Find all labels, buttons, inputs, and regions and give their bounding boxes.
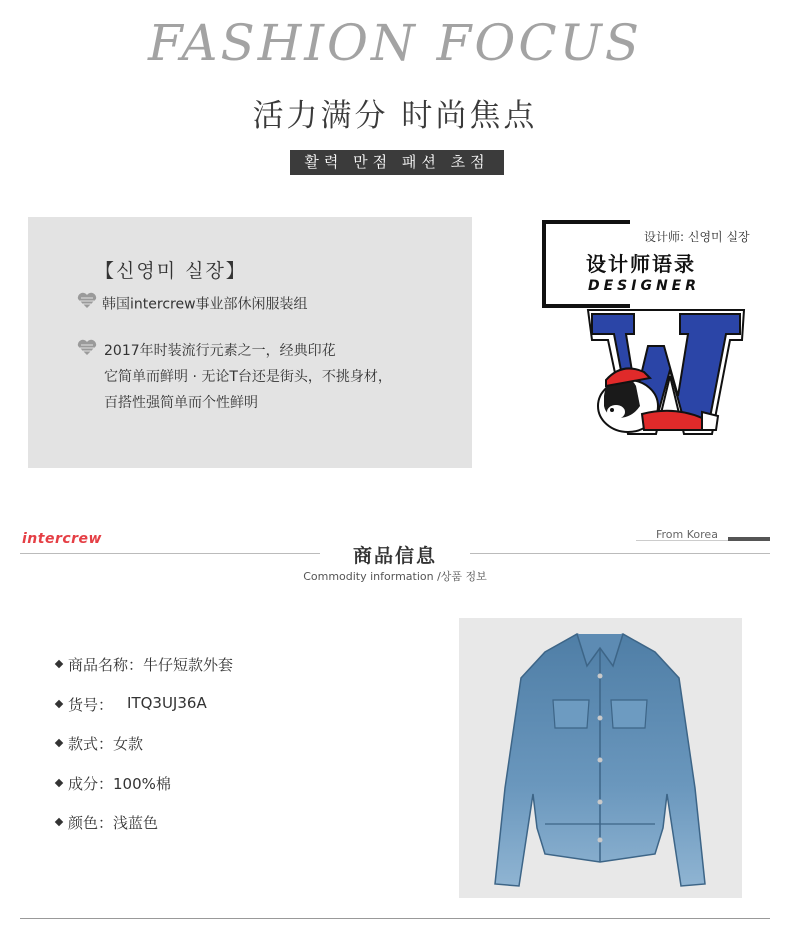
product-specs: [54, 654, 233, 852]
spec-label: 商品名称：: [68, 656, 144, 674]
section-title: 商品信息: [352, 545, 437, 567]
profile-line: 它简单而鲜明 · 无论T台还是街头，不挑身材，: [104, 369, 392, 385]
designer-caption: 设计师: 신영미 실장: [644, 230, 750, 244]
product-image[interactable]: [459, 618, 742, 898]
bottom-divider: [20, 918, 770, 919]
profile-line: 2017年时装流行元素之一，经典印花: [104, 343, 336, 359]
spec-value: ITQ3UJ36A: [127, 693, 207, 712]
spec-name: [54, 654, 233, 694]
spec-label: 颜色：: [68, 814, 114, 832]
spec-label: 货号：: [68, 695, 114, 714]
w-dog-logo: [584, 306, 750, 448]
bullet-icon: [55, 778, 63, 786]
profile-row-team: [76, 291, 308, 318]
hero-title: 活力满分 时尚焦点: [252, 98, 538, 134]
spec-color: [54, 812, 233, 852]
bullet-icon: [55, 699, 63, 707]
spec-material: [54, 773, 233, 813]
hero-badge: 활력 만점 패션 초점: [290, 150, 504, 175]
profile-description: [104, 338, 392, 416]
heart-icon: [76, 291, 98, 318]
bullet-icon: [55, 739, 63, 747]
spec-label: 款式：: [68, 735, 114, 753]
section-subtitle: Commodity information /상품 정보: [303, 570, 487, 583]
spec-style: [54, 733, 233, 773]
spec-value: 牛仔短款外套: [143, 656, 234, 674]
spec-sku: [54, 694, 233, 734]
bullet-icon: [55, 660, 63, 668]
from-korea-label: From Korea: [656, 528, 718, 541]
spec-value: 浅蓝色: [113, 814, 159, 832]
profile-line-team: 韩国intercrew事业部休闲服装组: [102, 296, 308, 313]
designer-quote-title: 设计师语录: [586, 252, 696, 276]
heart-icon: [76, 338, 98, 365]
designer-quote-subtitle: DESIGNER: [588, 278, 701, 294]
profile-row-desc: [76, 338, 102, 365]
spec-value: 100%棉: [113, 774, 171, 793]
spec-label: 成分：: [68, 774, 114, 793]
brand-logo: intercrew: [22, 531, 102, 547]
profile-line: 百搭性强简单而个性鲜明: [104, 395, 258, 411]
spec-value: 女款: [113, 735, 144, 753]
bullet-icon: [55, 818, 63, 826]
hero-script-title: FASHION FOCUS: [147, 14, 643, 72]
designer-name: 【신영미 실장】: [95, 260, 247, 282]
